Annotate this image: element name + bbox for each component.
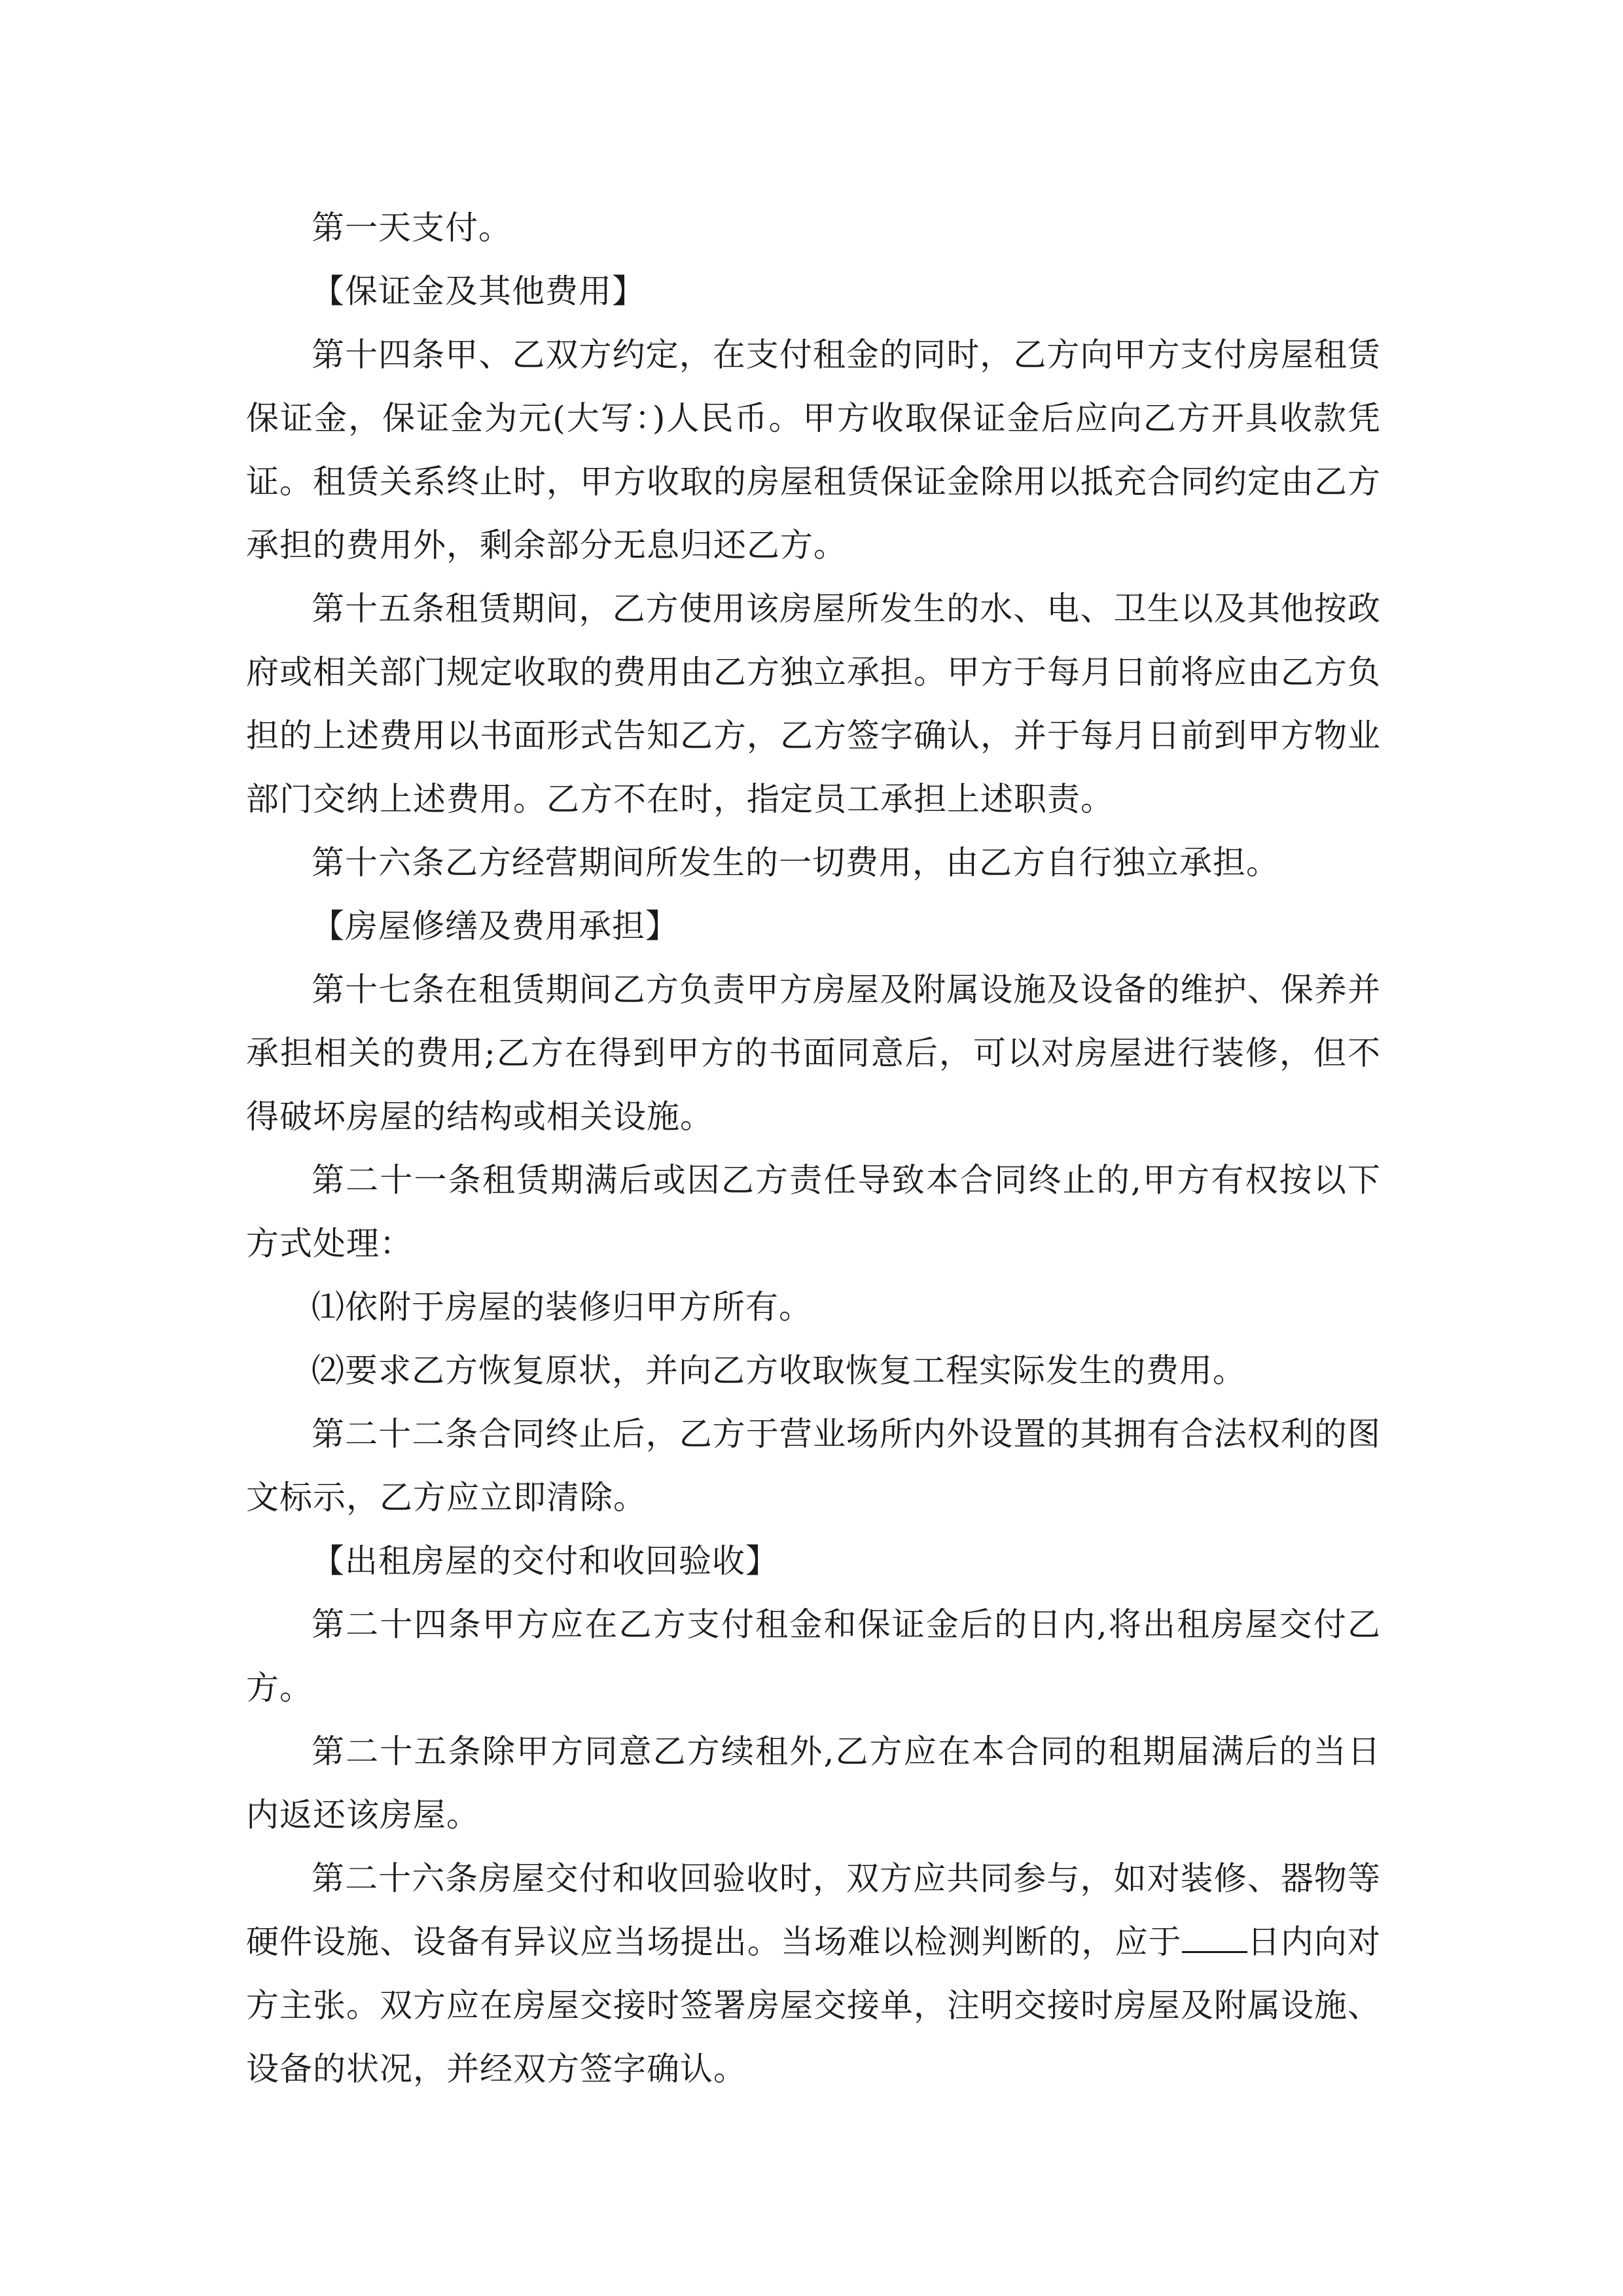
section-heading-repair: 【房屋修缮及费用承担】: [312, 907, 679, 945]
article-21: 第二十一条租赁期满后或因乙方责任导致本合同终止的,甲方有权按以下方式处理：: [246, 1161, 1381, 1263]
paragraph-payment-end: 第一天支付。: [312, 209, 512, 247]
article-22: 第二十二条合同终止后，乙方于营业场所内外设置的其拥有合法权利的图文标示，乙方应立即清除。: [246, 1415, 1381, 1516]
section-heading-delivery: 【出租房屋的交付和收回验收】: [312, 1542, 779, 1580]
article-26-text-after-blank: 日内向对方主张。双方应在房屋交接时签署房屋交接单，注明交接时房屋及附属设施、设备的状况，并经双方签字确认。: [246, 1923, 1381, 2088]
section-heading-deposit: 【保证金及其他费用】: [312, 272, 645, 310]
article-24: 第二十四条甲方应在乙方支付租金和保证金后的日内,将出租房屋交付乙方。: [246, 1605, 1381, 1707]
article-21-item-1: ⑴依附于房屋的装修归甲方所有。: [312, 1288, 812, 1326]
article-26: [246, 1847, 1381, 2101]
article-21-item-2: ⑵要求乙方恢复原状，并向乙方收取恢复工程实际发生的费用。: [312, 1352, 1246, 1390]
article-14: 第十四条甲、乙双方约定，在支付租金的同时，乙方向甲方支付房屋租赁保证金，保证金为元(大写：)人民币。甲方收取保证金后应向乙方开具收款凭证。租赁关系终止时，甲方收取的房屋租赁保证金除用以抵充合同约定由乙方承担的费用外，剩余部分无息归还乙方。: [246, 336, 1381, 564]
document-body: [246, 196, 1381, 2101]
article-15: 第十五条租赁期间，乙方使用该房屋所发生的水、电、卫生以及其他按政府或相关部门规定收取的费用由乙方独立承担。甲方于每月日前将应由乙方负担的上述费用以书面形式告知乙方，乙方签字确认，并于每月日前到甲方物业部门交纳上述费用。乙方不在时，指定员工承担上述职责。: [246, 590, 1381, 818]
article-16: 第十六条乙方经营期间所发生的一切费用，由乙方自行独立承担。: [312, 844, 1279, 882]
fill-in-blank: [1182, 1925, 1247, 1953]
article-26-text-before-blank: 第二十六条房屋交付和收回验收时，双方应共同参与，如对装修、器物等硬件设施、设备有异议应当场提出。当场难以检测判断的，应于: [246, 1859, 1381, 1961]
article-25: 第二十五条除甲方同意乙方续租外,乙方应在本合同的租期届满后的当日内返还该房屋。: [246, 1732, 1381, 1834]
article-17: 第十七条在租赁期间乙方负责甲方房屋及附属设施及设备的维护、保养并承担相关的费用;乙方在得到甲方的书面同意后，可以对房屋进行装修，但不得破坏房屋的结构或相关设施。: [246, 971, 1381, 1136]
